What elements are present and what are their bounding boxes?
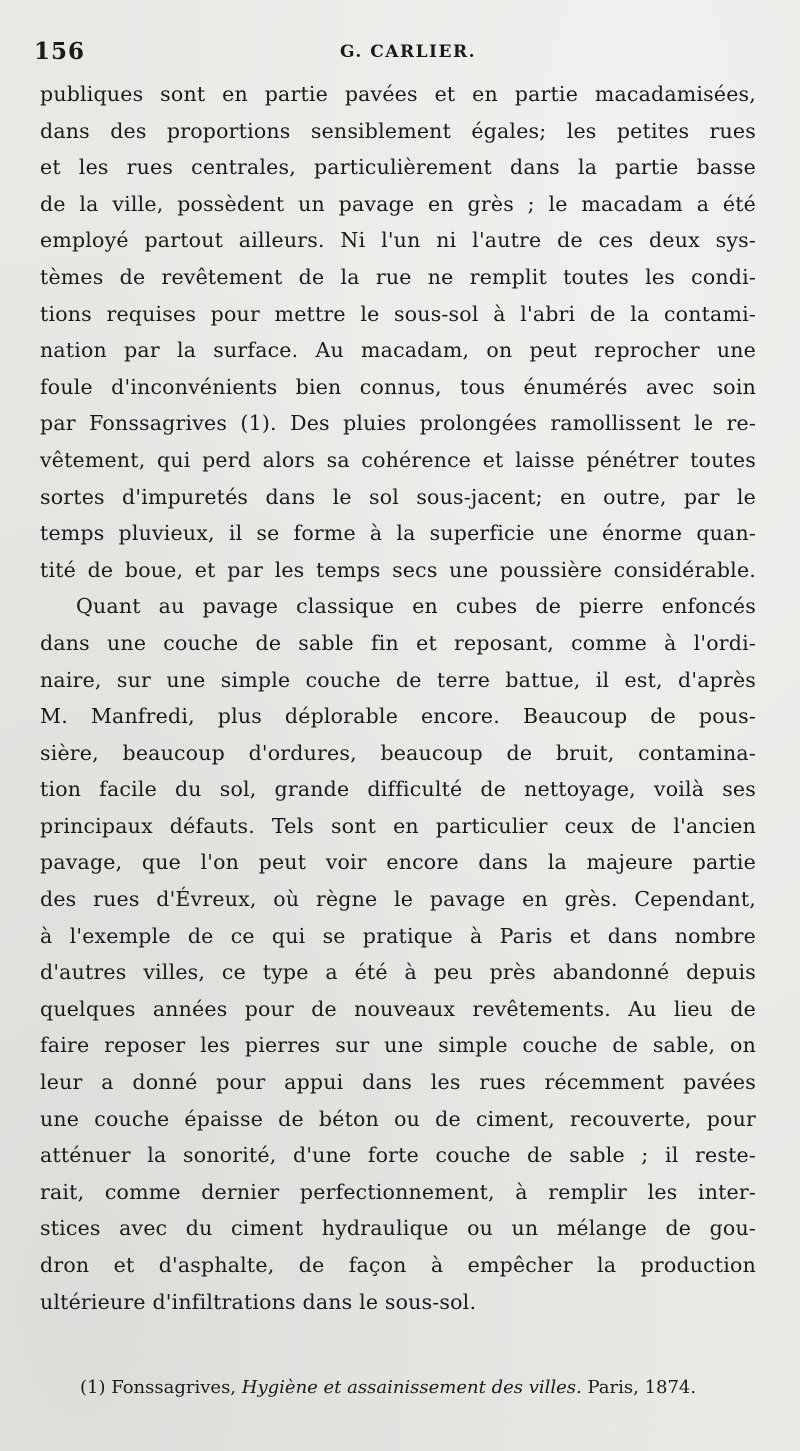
text-line: tèmes de revêtement de la rue ne remplit toutes les condi- (40, 264, 756, 289)
text-line: dans une couche de sable fin et reposant, comme à l'ordi- (40, 630, 756, 655)
text-line: publiques sont en partie pavées et en partie macadamisées, (40, 82, 756, 106)
text-line: atténuer la sonorité, d'une forte couche de sable ; il reste- (40, 1143, 756, 1168)
text-line: stices avec du ciment hydraulique ou un mélange de gou- (40, 1216, 756, 1241)
paragraph-2 (40, 588, 756, 1320)
footnote-book-title: Hygiène et assainissement des villes. (241, 1377, 582, 1398)
page-number: 156 (34, 38, 86, 65)
text-line: à l'exemple de ce qui se pratique à Paris et dans nombre (40, 923, 756, 948)
text-line: ultérieure d'infiltrations dans le sous-sol. (40, 1289, 477, 1314)
text-line: sière, beaucoup d'ordures, beaucoup de bruit, contamina- (40, 740, 756, 765)
text-line: des rues d'Évreux, où règne le pavage en grès. Cependant, (40, 887, 756, 912)
text-line: leur a donné pour appui dans les rues récemment pavées (40, 1070, 756, 1095)
text-line: Quant au pavage classique en cubes de pierre enfoncés (76, 594, 756, 619)
text-line: rait, comme dernier perfectionnement, à remplir les inter- (40, 1179, 756, 1204)
text-line: M. Manfredi, plus déplorable encore. Beaucoup de pous- (40, 704, 756, 729)
page-header (34, 38, 760, 70)
text-line: d'autres villes, ce type a été à peu près abandonné depuis (40, 960, 756, 985)
text-line: tité de boue, et par les temps secs une poussière considérable. (40, 557, 756, 582)
footnote-marker: (1) Fonssagrives, (80, 1377, 237, 1398)
text-line: tion facile du sol, grande difficulté de nettoyage, voilà ses (40, 777, 756, 802)
text-line: une couche épaisse de béton ou de ciment, recouverte, pour (40, 1106, 756, 1131)
text-line: dans des proportions sensiblement égales; les petites rues (40, 118, 756, 143)
footnote-publication: Paris, 1874. (587, 1377, 697, 1398)
text-line: pavage, que l'on peut voir encore dans la majeure partie (40, 850, 756, 875)
text-line: et les rues centrales, particulièrement dans la partie basse (40, 155, 756, 180)
text-line: tions requises pour mettre le sous-sol à l'abri de la contami- (40, 301, 756, 326)
footnote (80, 1377, 696, 1398)
text-line: par Fonssagrives (1). Des pluies prolongées ramollissent le re- (40, 411, 756, 436)
text-line: faire reposer les pierres sur une simple couche de sable, on (40, 1033, 756, 1058)
text-line: principaux défauts. Tels sont en particulier ceux de l'ancien (40, 813, 756, 838)
text-line: naire, sur une simple couche de terre battue, il est, d'après (40, 667, 756, 692)
text-line: nation par la surface. Au macadam, on peut reprocher une (40, 338, 756, 363)
text-line: quelques années pour de nouveaux revêtements. Au lieu de (40, 996, 756, 1021)
text-line: vêtement, qui perd alors sa cohérence et laisse pénétrer toutes (40, 447, 756, 472)
text-line: sortes d'impuretés dans le sol sous-jacent; en outre, par le (40, 484, 756, 509)
text-line: foule d'inconvénients bien connus, tous énumérés avec soin (40, 374, 756, 399)
text-line: dron et d'asphalte, de façon à empêcher la production (40, 1253, 756, 1277)
text-line: de la ville, possèdent un pavage en grès ; le macadam a été (40, 191, 756, 216)
paragraph-1 (40, 76, 756, 588)
body-text (40, 76, 756, 1320)
text-line: employé partout ailleurs. Ni l'un ni l'autre de ces deux sys- (40, 228, 756, 253)
running-head: G. CARLIER. (340, 42, 477, 62)
text-line: temps pluvieux, il se forme à la superficie une énorme quan- (40, 521, 756, 546)
